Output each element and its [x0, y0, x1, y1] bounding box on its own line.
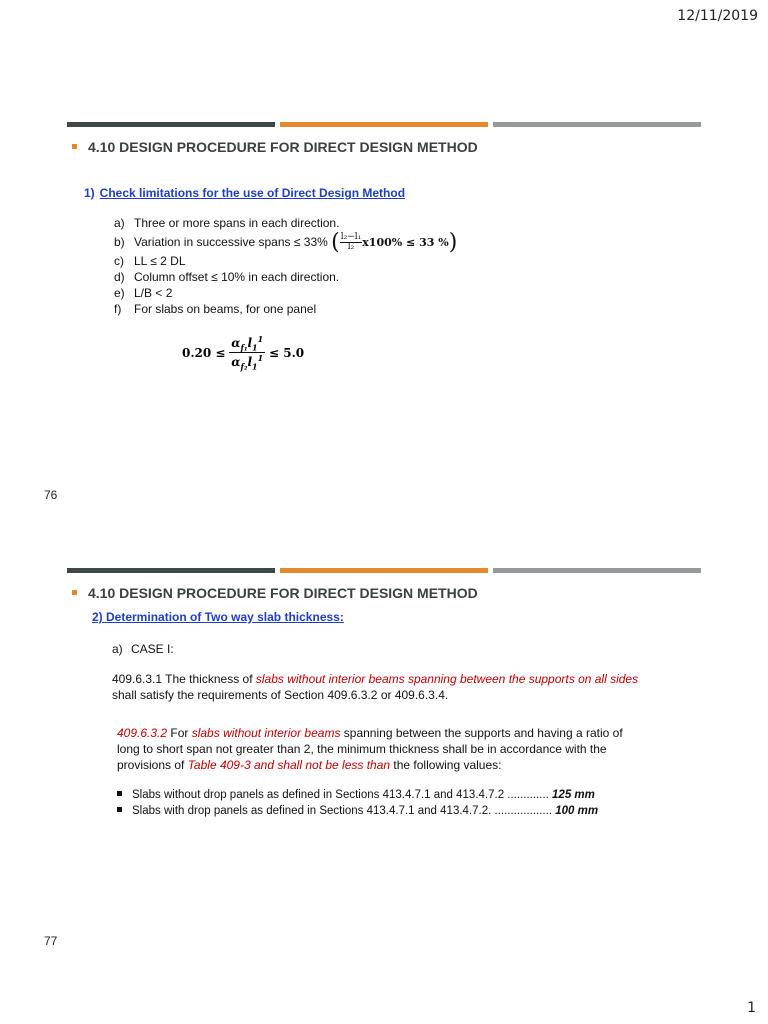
item-letter: a) — [114, 216, 125, 230]
clause-number: 409.6.3.2 — [117, 726, 168, 740]
stiffness-numerator — [229, 334, 265, 353]
item-letter: f) — [114, 302, 122, 316]
thickness-list — [117, 787, 598, 819]
item-letter: d) — [114, 270, 125, 284]
formula-rest: x100% ≤ 33 % — [362, 236, 449, 249]
divider-bar-gray — [493, 122, 701, 127]
divider-bar-dark — [67, 568, 275, 573]
alpha-symbol: α — [231, 336, 241, 350]
item-text: For slabs on beams, for one panel — [134, 302, 317, 316]
list-item — [114, 301, 457, 317]
alpha-symbol: α — [231, 355, 241, 370]
clause-409-6-3-2 — [117, 725, 623, 773]
stiffness-denominator — [229, 353, 265, 371]
stiffness-formula — [182, 334, 304, 372]
slide-heading — [72, 139, 478, 155]
list-item — [114, 215, 457, 231]
list-item — [117, 787, 598, 803]
stiffness-fraction — [229, 334, 265, 372]
clause-409-6-3-1 — [112, 671, 638, 703]
square-bullet-icon — [117, 791, 122, 796]
bullet-value: 125 mm — [552, 789, 595, 801]
length-subscript: 1 — [252, 342, 258, 353]
item-text: Variation in successive spans ≤ 33% — [134, 235, 328, 249]
divider-bar-dark — [67, 122, 275, 127]
length-exponent: 1 — [257, 334, 264, 344]
fraction-denominator: l₂ — [347, 242, 355, 253]
paren-left: ( — [331, 229, 340, 255]
span-ratio-fraction — [340, 233, 363, 252]
square-bullet-icon — [117, 807, 122, 812]
length-exponent: 1 — [257, 353, 264, 364]
slide-heading — [72, 585, 478, 601]
alpha-subscript: f₂ — [240, 361, 248, 372]
length-subscript: 1 — [252, 361, 258, 372]
item-text: LL ≤ 2 DL — [134, 254, 186, 268]
list-item — [114, 231, 457, 253]
section-title — [84, 186, 405, 200]
divider-bar-gray — [493, 568, 701, 573]
para-text: spanning between the supports and having a ratio of — [340, 726, 623, 740]
paren-right: ) — [448, 229, 458, 255]
orange-bullet-icon — [72, 144, 77, 149]
length-symbol: l — [247, 336, 253, 350]
divider-bar-orange — [280, 568, 488, 573]
alpha-subscript: f₁ — [240, 342, 248, 353]
item-text: Column offset ≤ 10% in each direction. — [134, 270, 340, 284]
para-highlight: slabs without interior beams spanning between the supports on all sides — [255, 672, 639, 686]
case-text: CASE I: — [131, 642, 174, 656]
list-item — [114, 285, 457, 301]
para-text: shall satisfy the requirements of Section 409.6.3.2 or 409.6.3.4. — [112, 688, 449, 702]
list-item — [114, 253, 457, 269]
bullet-text: Slabs with drop panels as defined in Sections 413.4.7.1 and 413.4.7.2. .................. — [132, 805, 556, 817]
list-item — [117, 803, 598, 819]
page-number: 77 — [44, 934, 58, 948]
formula-lower-bound: 0.20 ≤ — [182, 345, 226, 360]
para-text: provisions of — [117, 758, 188, 772]
bullet-value: 100 mm — [555, 805, 599, 817]
case-letter: a) — [112, 642, 123, 656]
para-text: 409.6.3.1 The thickness of — [112, 672, 256, 686]
section-number: 1) — [84, 186, 95, 200]
item-letter: b) — [114, 235, 125, 249]
para-text: the following values: — [390, 758, 502, 772]
para-text: long to short span not greater than 2, the minimum thickness shall be in accordance with the — [117, 742, 607, 756]
divider-bar-orange — [280, 122, 488, 127]
orange-bullet-icon — [72, 590, 77, 595]
item-letter: e) — [114, 286, 125, 300]
fraction-numerator: l₂−l₁ — [340, 232, 362, 243]
date-label: 12/11/2019 — [677, 8, 758, 24]
page-number: 76 — [44, 488, 58, 502]
section-title-text: Check limitations for the use of Direct Design Method — [99, 186, 406, 200]
case-label — [112, 641, 174, 657]
para-highlight: Table 409-3 and shall not be less than — [187, 758, 391, 772]
formula-upper-bound: ≤ 5.0 — [269, 345, 305, 360]
item-text: Three or more spans in each direction. — [134, 216, 340, 230]
item-letter: c) — [114, 254, 124, 268]
limitations-list — [114, 215, 457, 317]
bullet-text: Slabs without drop panels as defined in Sections 413.4.7.1 and 413.4.7.2 ............. — [132, 789, 553, 801]
heading-text: 4.10 DESIGN PROCEDURE FOR DIRECT DESIGN METHOD — [88, 139, 478, 155]
para-text: For — [167, 726, 192, 740]
sheet-number: 1 — [747, 1000, 756, 1016]
item-text: L/B < 2 — [134, 286, 173, 300]
heading-text: 4.10 DESIGN PROCEDURE FOR DIRECT DESIGN METHOD — [88, 585, 478, 601]
list-item — [114, 269, 457, 285]
length-symbol: l — [247, 355, 253, 370]
section-title: 2) Determination of Two way slab thickness: — [92, 610, 344, 624]
para-highlight: slabs without interior beams — [191, 726, 341, 740]
